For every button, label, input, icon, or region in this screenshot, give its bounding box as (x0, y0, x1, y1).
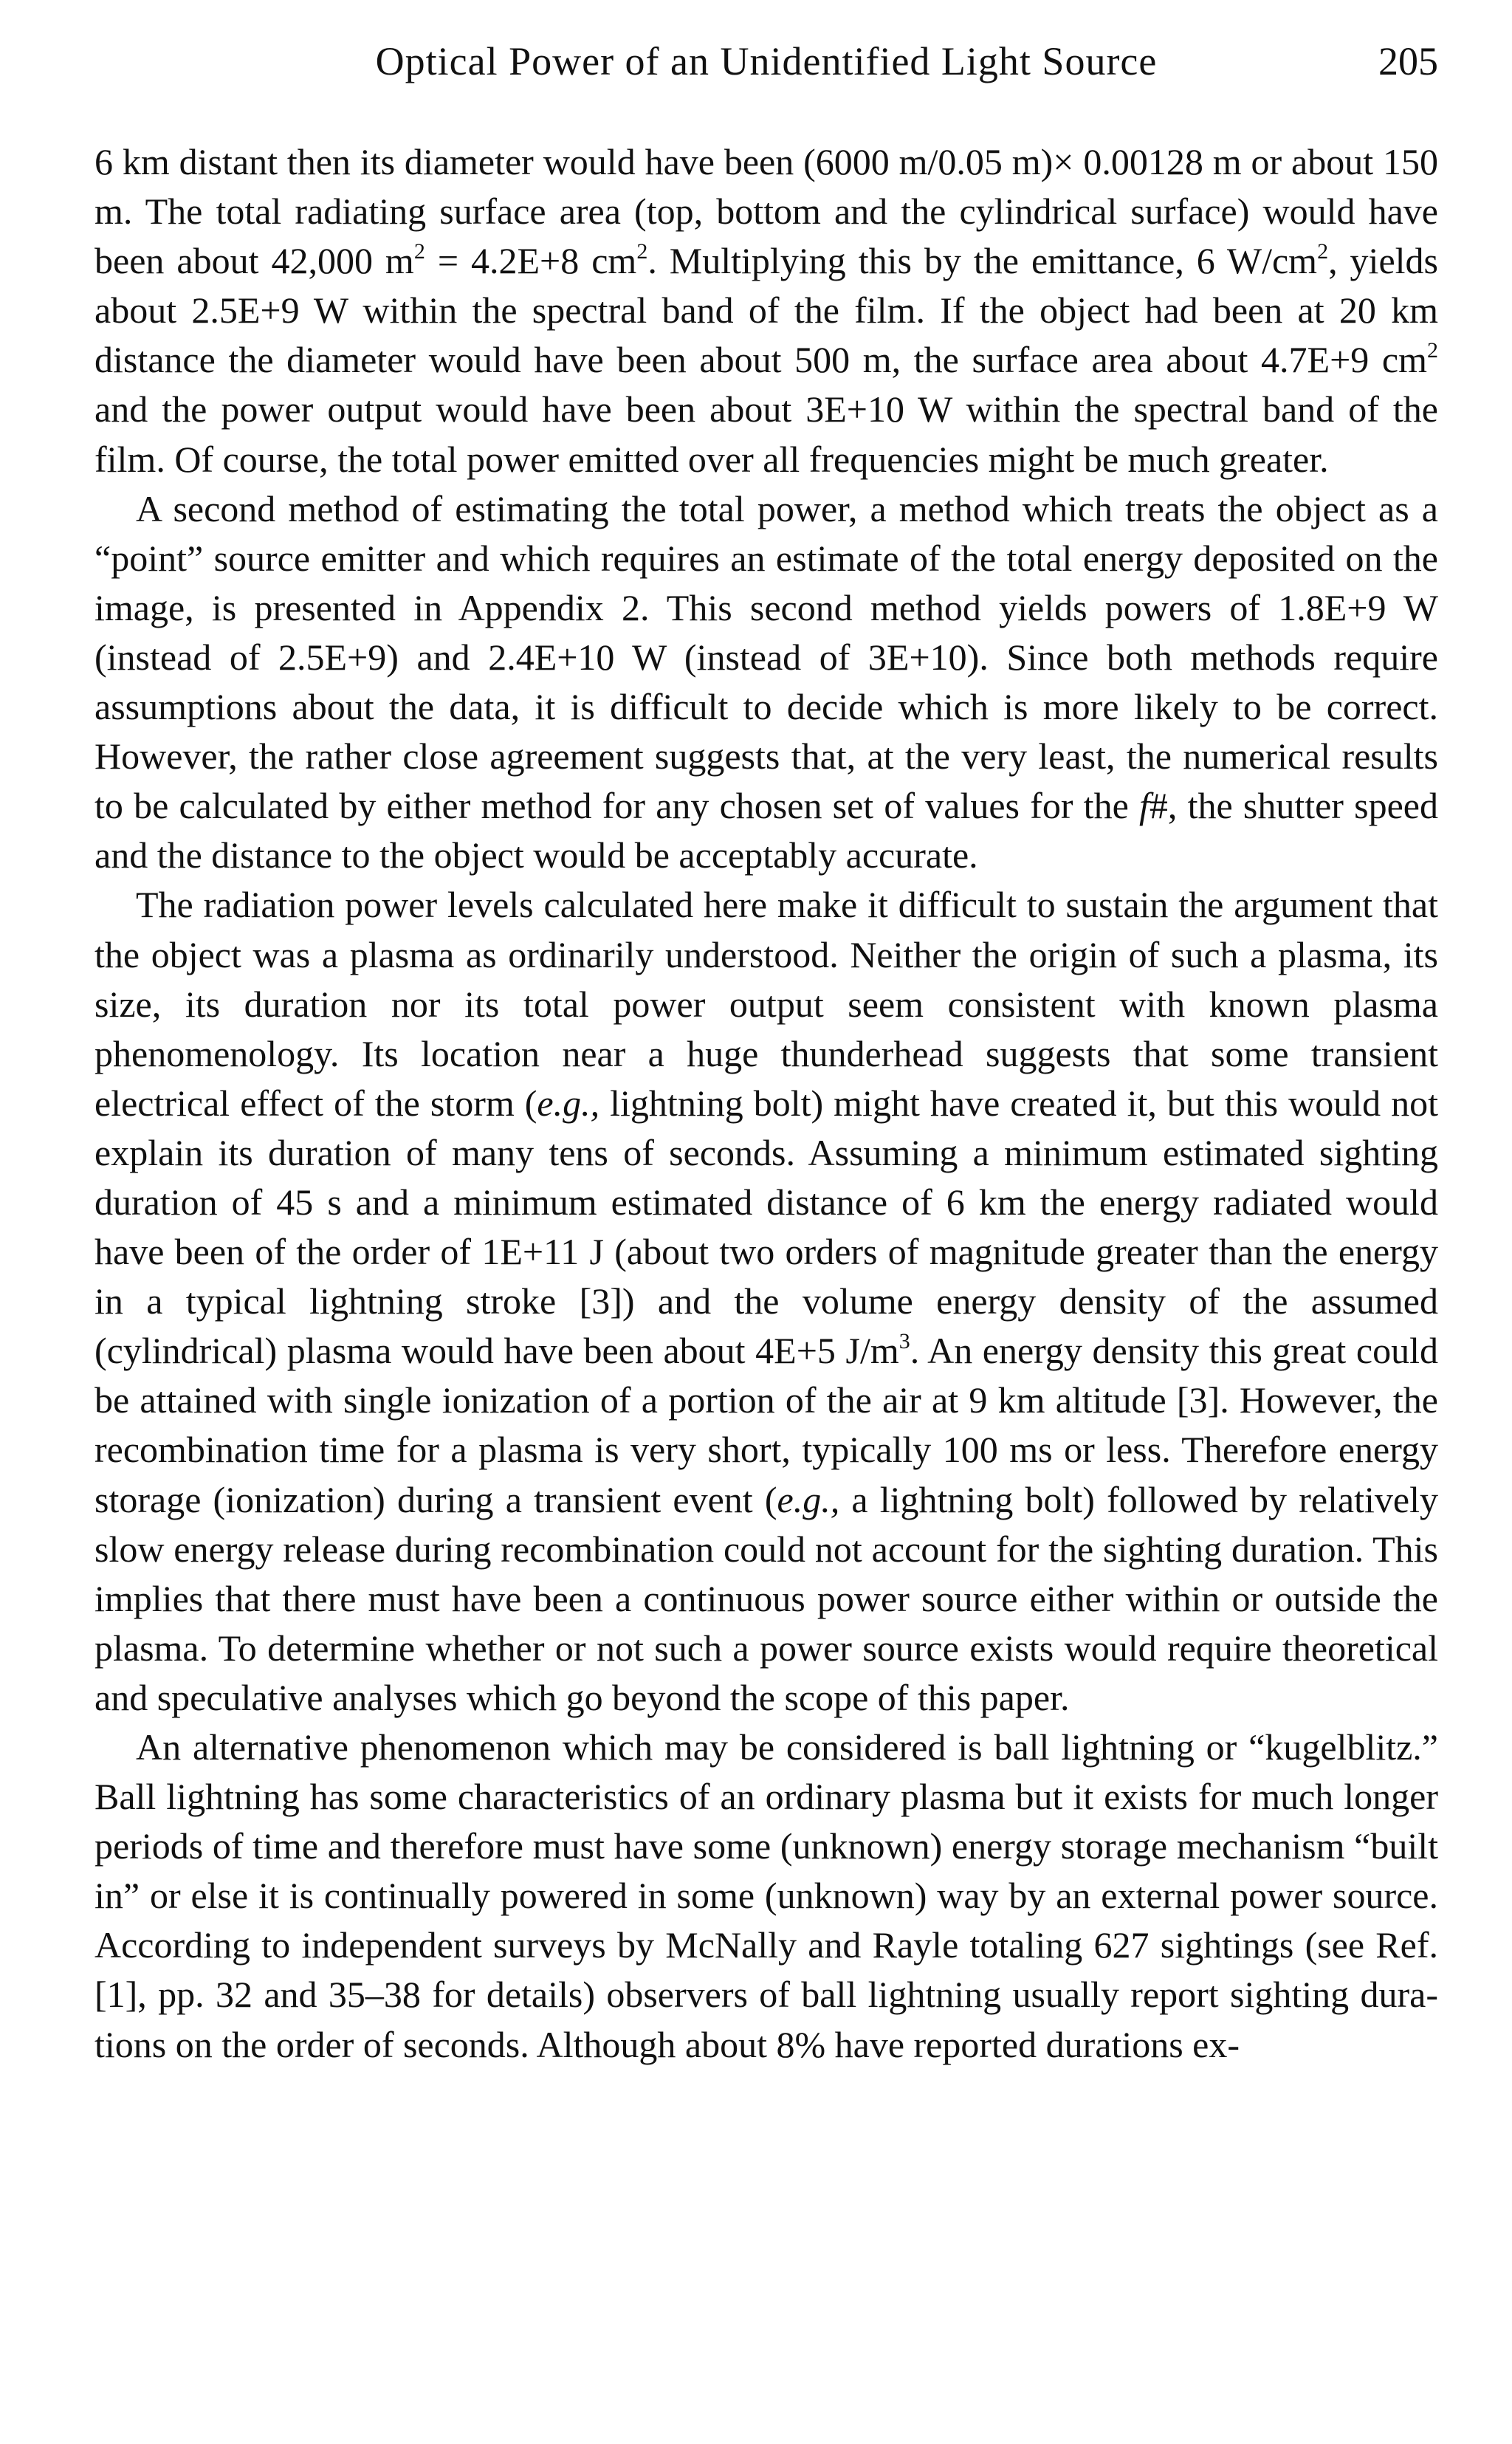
italic-text: e.g., (777, 1478, 840, 1520)
paragraph-4 (94, 1723, 1438, 2070)
page-header (94, 38, 1438, 90)
superscript: 2 (636, 239, 648, 264)
paragraph-2 (94, 484, 1438, 881)
text-run: a lightning bolt) followed by relatively slow energy release during recombination could not account for the sighting duration. This implies that there must have been a continuous power source either within or outside the plasma. To determine whether or not such a power source exists would require theoretical and speculative analyses which go beyond the scope of this paper. (94, 1478, 1438, 1718)
page-number: 205 (1378, 39, 1438, 83)
superscript: 2 (1317, 239, 1329, 264)
text-run: A second method of estimating the total power, a method which treats the object as a “point” source emitter and which requires an estimate of the total energy deposited on the image, is presented in Appendix 2. This second method yields powers of 1.8E+9 W (instead of 2.5E+9) and 2.4E+10 W (instead of 3E+10). Since both methods require assumptions about the data, it is difficult to decide which is more likely to be correct. However, the rather close agreement suggests that, at the very least, the numerical results to be calculated by either method for any chosen set of values for the (94, 487, 1438, 827)
body-text (94, 137, 1438, 2070)
superscript: 2 (413, 239, 425, 264)
running-title: Optical Power of an Unidentified Light Source (375, 39, 1158, 83)
text-run: #, the shutter speed and the distance to the object would be acceptably accurate. (94, 785, 1438, 876)
text-run: 6 km distant then its diameter would have been (6000 m/0.05 m)× 0.00128 m or about 150 m. The total radiating surface area (top, bottom and the cylindrical surface) would have been about 42,000 m (94, 141, 1438, 282)
superscript: 2 (1427, 338, 1438, 363)
text-run: , yields about 2.5E+9 W within the spectral band of the film. If the object had been at 20 km distance the diameter would have been about 500 m, the surface area about 4.7E+9 cm (94, 240, 1438, 381)
text-run: lightning bolt) might have created it, but this would not explain its duration of many tens of seconds. Assuming a minimum estimated sighting duration of 45 s and a minimum estimated distance of 6 km the energy radiated would have been of the order of 1E+11 J (about two orders of magnitude greater than the energy in a typical lightning stroke [3]) and the volume energy density of the assumed (cylindrical) plasma would have been about 4E+5 J/m (94, 1082, 1438, 1372)
text-run: . Multiplying this by the emittance, 6 W/cm (647, 240, 1318, 282)
superscript: 3 (898, 1329, 910, 1354)
text-run: An alternative phenomenon which may be considered is ball lightning or “kugelblitz.” Ball lightning has some characteristics of an ordinary plasma but it exists for much longer periods of time and therefore must have some (unknown) energy storage mechanism “built in” or else it is continually powered in some (unknown) way by an external power source. According to independent surveys by McNally and Rayle totaling 627 sightings (see Ref. [1], pp. 32 and 35–38 for details) observers of ball lightning usually report sighting durations on the order of seconds. Although about 8% have reported durations ex- (94, 1726, 1438, 2065)
paragraph-1 (94, 137, 1438, 484)
italic-text: f (1138, 785, 1150, 827)
text-run: . An energy density this great could be attained with single ionization of a portion of the air at 9 km altitude [3]. However, the recombination time for a plasma is very short, typically 100 ms or less. Therefore energy storage (ionization) during a transient event ( (94, 1330, 1439, 1520)
text-run: and the power output would have been about 3E+10 W within the spectral band of the film. Of course, the total power emitted over all frequencies might be much greater. (94, 388, 1438, 480)
text-run: = 4.2E+8 cm (425, 240, 637, 282)
text-run: The radiation power levels calculated here make it difficult to sustain the argument that the object was a plasma as ordinarily understood. Neither the origin of such a plasma, its size, its duration nor its total power output seem consistent with known plasma phenomenology. Its location near a huge thunderhead suggests that some transient electrical effect of the storm ( (94, 884, 1438, 1124)
paragraph-3 (94, 880, 1438, 1723)
italic-text: e.g., (537, 1082, 600, 1124)
